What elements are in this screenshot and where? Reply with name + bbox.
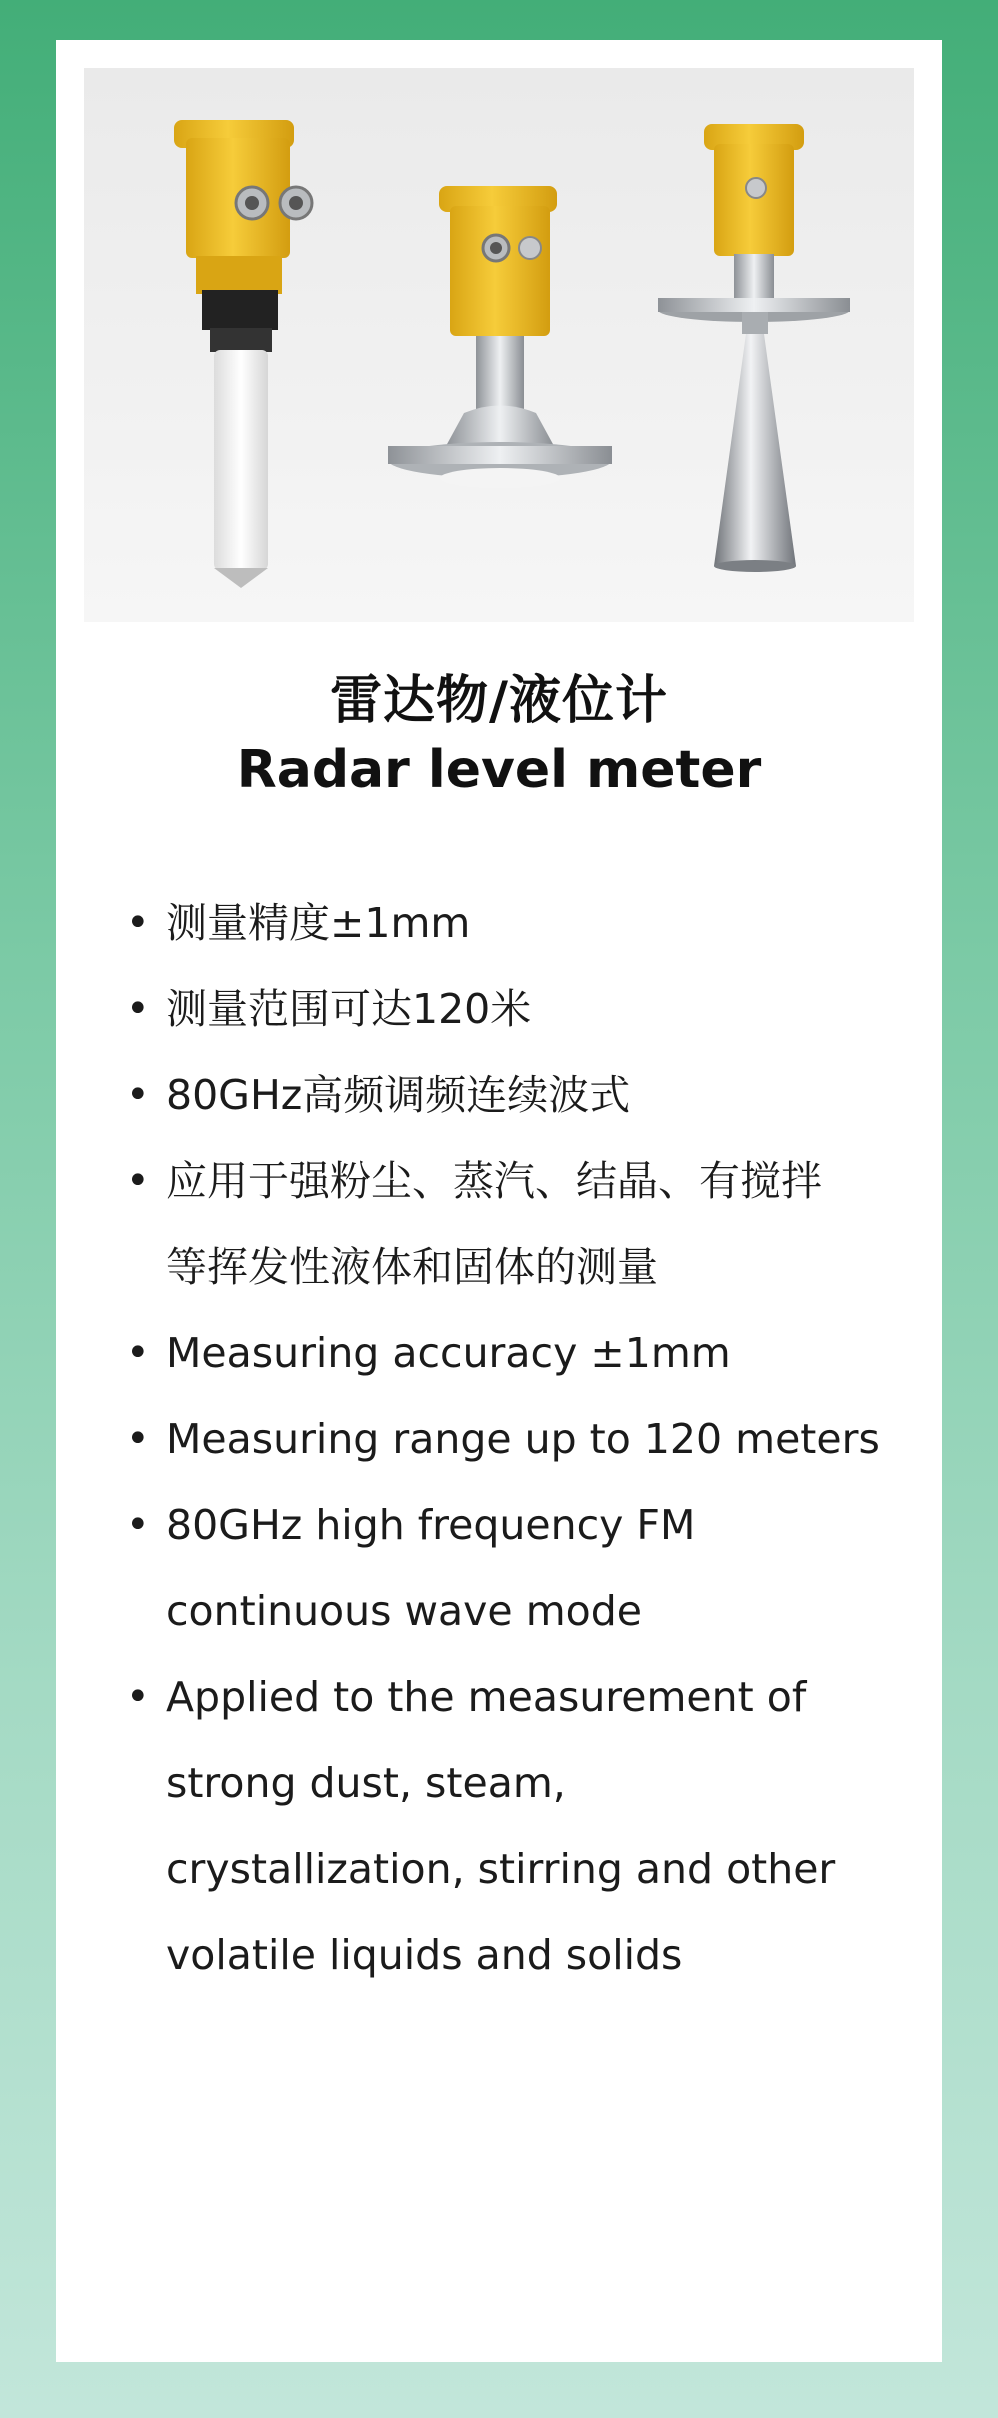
feature-item: [126, 1052, 916, 1138]
feature-line: 等挥发性液体和固体的测量: [166, 1243, 658, 1291]
feature-line: crystallization, stirring and other: [166, 1845, 836, 1893]
bullet-icon: •: [126, 900, 150, 946]
feature-line: 测量精度±1mm: [166, 899, 471, 947]
feature-line: Measuring range up to 120 meters: [166, 1415, 880, 1463]
instrument-horn-antenna: [658, 124, 850, 572]
feature-line: continuous wave mode: [166, 1587, 642, 1635]
feature-line: strong dust, steam,: [166, 1759, 566, 1807]
instrument-rod-antenna: [174, 120, 312, 588]
bullet-icon: •: [126, 1502, 150, 1548]
radar-level-meters-image: [84, 68, 914, 622]
bullet-icon: •: [126, 1674, 150, 1720]
feature-line: 80GHz高频调频连续波式: [166, 1071, 631, 1119]
feature-list: [126, 880, 916, 1998]
feature-item: [126, 1654, 916, 1998]
bullet-icon: •: [126, 1330, 150, 1376]
product-card: [56, 40, 942, 2362]
feature-line: Applied to the measurement of: [166, 1673, 807, 1721]
product-title-zh: 雷达物/液位计: [330, 671, 668, 731]
feature-item: [126, 966, 916, 1052]
bullet-icon: •: [126, 1416, 150, 1462]
feature-line: volatile liquids and solids: [166, 1931, 683, 1979]
feature-item: [126, 1310, 916, 1396]
product-photo: [84, 68, 914, 622]
instrument-flange-antenna: [388, 186, 612, 488]
feature-item: [126, 1482, 916, 1654]
bullet-icon: •: [126, 986, 150, 1032]
feature-item: [126, 880, 916, 966]
feature-line: 测量范围可达120米: [166, 985, 532, 1033]
bullet-icon: •: [126, 1158, 150, 1204]
feature-item: [126, 1396, 916, 1482]
feature-line: Measuring accuracy ±1mm: [166, 1329, 731, 1377]
feature-line: 应用于强粉尘、蒸汽、结晶、有搅拌: [166, 1157, 822, 1205]
product-title-en: Radar level meter: [236, 740, 762, 800]
feature-item: [126, 1138, 916, 1310]
bullet-icon: •: [126, 1072, 150, 1118]
feature-line: 80GHz high frequency FM: [166, 1501, 696, 1549]
